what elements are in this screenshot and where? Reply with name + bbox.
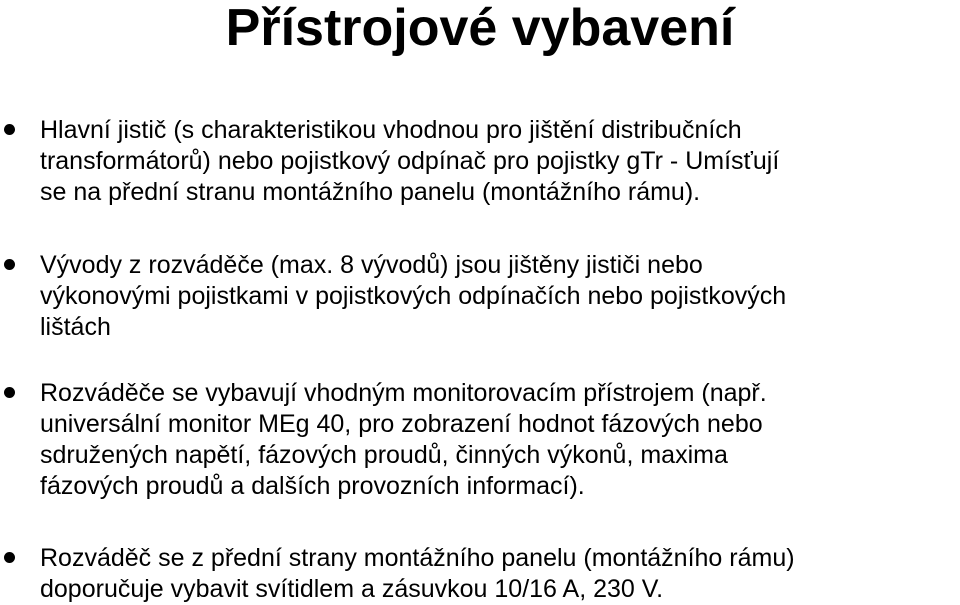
bullet-line: transformátorů) nebo pojistkový odpínač pro pojistky gTr - Umísťují — [40, 147, 780, 175]
bullet-line: se na přední stranu montážního panelu (montážního rámu). — [40, 178, 701, 206]
bullet-line: universální monitor MEg 40, pro zobrazení hodnot fázových nebo — [40, 410, 763, 438]
bullet-line: Rozváděče se vybavují vhodným monitorovacím přístrojem (např. — [40, 379, 767, 407]
bullet-dot-icon — [4, 124, 15, 135]
bullet-line: doporučuje vybavit svítidlem a zásuvkou 10/16 A, 230 V. — [40, 575, 664, 603]
bullet-dot-icon — [4, 552, 15, 563]
bullet-text — [40, 543, 960, 605]
bullet-line: Rozváděč se z přední strany montážního panelu (montážního rámu) — [40, 544, 795, 572]
bullet-line: fázových proudů a dalších provozních informací). — [40, 472, 585, 500]
bullet-text — [40, 115, 960, 208]
slide-title: Přístrojové vybavení — [225, 0, 735, 57]
bullet-text — [40, 250, 960, 343]
bullet-line: výkonovými pojistkami v pojistkových odpínačích nebo pojistkových — [40, 282, 787, 310]
bullet-text — [40, 378, 960, 502]
bullet-line: Vývody z rozváděče (max. 8 vývodů) jsou jištěny jističi nebo — [40, 251, 703, 279]
bullet-line: sdružených napětí, fázových proudů, činných výkonů, maxima — [40, 441, 728, 469]
bullet-dot-icon — [4, 259, 15, 270]
bullet-line: lištách — [40, 313, 111, 341]
bullet-line: Hlavní jistič (s charakteristikou vhodnou pro jištění distribučních — [40, 116, 742, 144]
bullet-dot-icon — [4, 387, 15, 398]
